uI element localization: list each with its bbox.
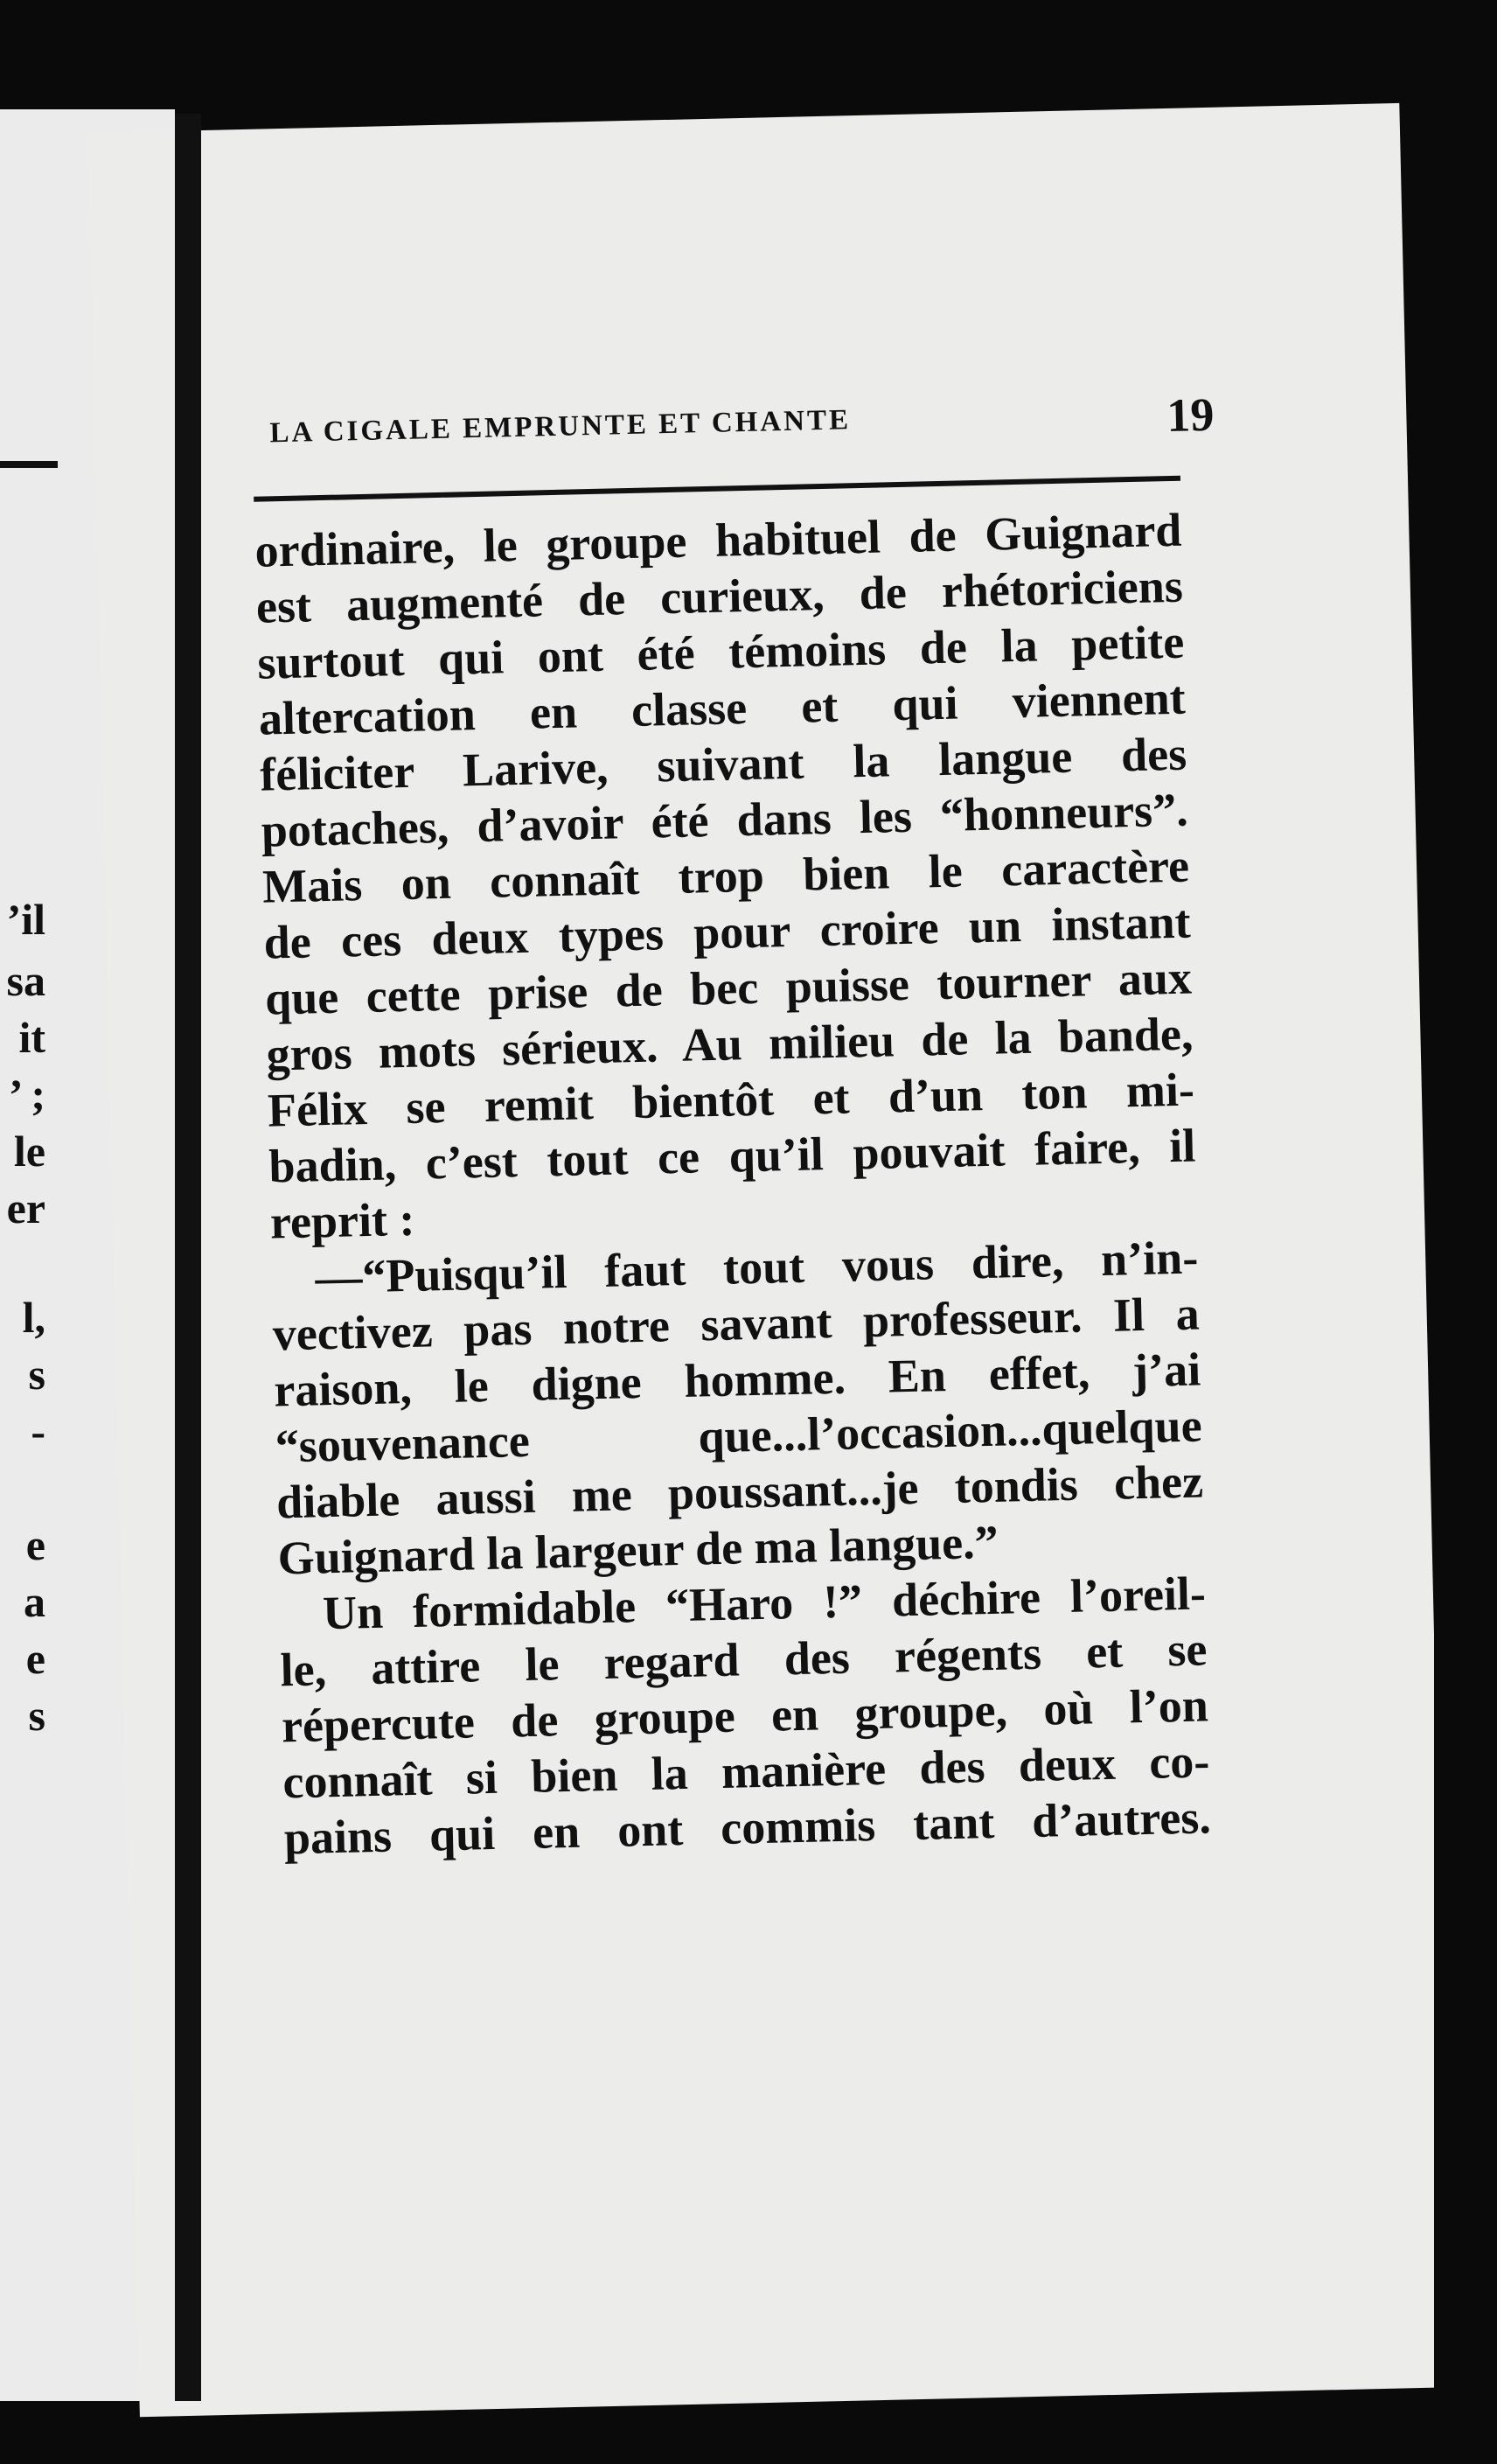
text-line: badin, c’est tout ce qu’il pouvait faire, il — [268, 1119, 1196, 1193]
text-line: raison, le digne homme. En effet, j’ai — [273, 1343, 1201, 1417]
text-line: altercation en classe et qui viennent — [258, 671, 1187, 745]
header-rule — [254, 476, 1180, 502]
text-line: ordinaire, le groupe habituel de Guignard — [254, 503, 1182, 577]
previous-page-fragment: a — [24, 1579, 45, 1624]
text-line: répercute de groupe en groupe, où l’on — [281, 1679, 1209, 1753]
text-line: Un formidable “Haro !” déchire l’oreil- — [322, 1567, 1207, 1640]
text-line: de ces deux types pour croire un instant — [263, 895, 1192, 969]
text-line: féliciter Larive, suivant la langue des — [259, 727, 1187, 801]
body-text — [254, 502, 1212, 1867]
text-line: vectivez pas notre savant professeur. Il a — [272, 1287, 1201, 1361]
previous-page-fragment: ’il — [6, 897, 45, 942]
text-line: reprit : — [269, 1192, 416, 1249]
previous-page-fragment: it — [18, 1015, 45, 1060]
text-line: le, attire le regard des régents et se — [279, 1623, 1208, 1697]
text-line: “souvenance que...l’occasion...quelque — [275, 1399, 1203, 1473]
text-line: est augmenté de curieux, de rhétoriciens — [255, 559, 1184, 633]
text-line: connaît si bien la manière des deux co- — [282, 1735, 1210, 1809]
book-page — [88, 103, 1452, 2417]
page-number: 19 — [1166, 387, 1215, 443]
previous-page-fragment: e — [25, 1636, 45, 1681]
running-title: LA CIGALE EMPRUNTE ET CHANTE — [269, 404, 852, 450]
book-gutter — [175, 114, 201, 2401]
scan-background-edge — [1434, 0, 1497, 2464]
previous-page-fragment: l, — [22, 1295, 45, 1340]
previous-page-fragment: le — [13, 1128, 45, 1174]
previous-page-fragment: s — [28, 1351, 45, 1397]
previous-page-rule — [0, 461, 58, 468]
previous-page-fragment: ’ ; — [8, 1071, 45, 1117]
page-header — [269, 387, 1215, 461]
text-line: surtout qui ont été témoins de la petite — [256, 615, 1185, 689]
text-line: —“Puisqu’il faut tout vous dire, n’in- — [314, 1231, 1199, 1304]
previous-page-fragment: e — [25, 1522, 45, 1567]
previous-page-fragment: sa — [6, 958, 45, 1003]
text-line: pains qui en ont commis tant d’autres. — [283, 1790, 1212, 1865]
text-line: Guignard la largeur de ma langue.” — [277, 1515, 999, 1585]
previous-page-fragment: er — [6, 1185, 45, 1231]
text-line: potaches, d’avoir été dans les “honneurs”. — [261, 783, 1189, 857]
text-line: Félix se remit bientôt et d’un ton mi- — [267, 1063, 1195, 1137]
text-line: diable aussi me poussant...je tondis chez — [275, 1455, 1204, 1529]
previous-page-fragment: s — [28, 1693, 45, 1738]
text-line: gros mots sérieux. Au milieu de la bande, — [265, 1007, 1194, 1081]
text-line: Mais on connaît trop bien le caractère — [261, 839, 1190, 913]
previous-page-fragment: - — [31, 1408, 45, 1454]
text-line: que cette prise de bec puisse tourner aux — [264, 951, 1193, 1025]
